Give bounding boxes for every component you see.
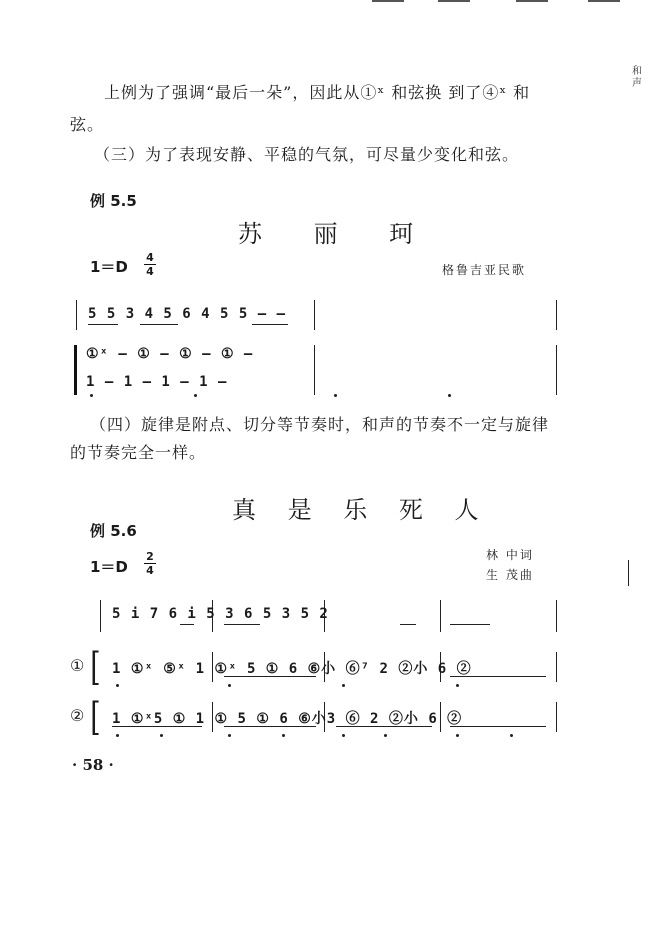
barline [76,300,77,330]
low-octave-dot [334,394,337,397]
paragraph-3-line-1: （四）旋律是附点、切分等节奏时，和声的节奏不一定与旋律 [90,415,550,434]
barline [440,600,441,632]
paragraph-1-line-2: 弦。 [70,115,105,134]
beam [450,676,546,677]
time-top: 2 [146,550,154,563]
harmony-lower: 1 – 1 – 1 – 1 – [86,374,228,390]
beam [140,324,178,325]
key-signature: 1＝D [90,258,128,276]
top-rule [588,0,620,2]
barline [556,652,557,682]
low-octave-dot [90,394,93,397]
beam [252,324,288,325]
page-number: · 58 · [72,756,114,774]
time-signature [144,252,156,277]
harmony-upper: ①ˣ – ① – ① – ① – [86,346,254,362]
beam [224,624,260,625]
barline [556,300,557,330]
low-octave-dot [282,734,285,737]
lyricist-credit: 林 中词 [486,548,534,562]
melody-line: 5 5 3 4 5 6 4 5 5 – – [88,306,287,322]
key-signature: 1＝D [90,558,128,576]
beam [112,726,202,727]
song-title: 真 是 乐 死 人 [232,496,491,524]
low-octave-dot [448,394,451,397]
song-title: 苏 丽 珂 [238,220,436,248]
beam [224,676,316,677]
barline [314,345,315,395]
brace-glyph: [ [90,645,101,689]
top-rule [438,0,470,2]
melody-line: 5 i 7 6 i 5 3 6 5 3 5 2 [112,606,329,622]
time-bottom: 4 [146,265,154,278]
brace-glyph: [ [90,695,101,739]
margin-rule [628,560,629,586]
low-octave-dot [342,734,345,737]
time-top: 4 [146,251,154,264]
beam [450,726,546,727]
barline [314,300,315,330]
composer-credit: 格鲁吉亚民歌 [442,263,527,277]
low-octave-dot [160,734,163,737]
barline [100,600,101,632]
low-octave-dot [510,734,513,737]
version-marker-2: ② [70,706,85,725]
system-bracket [74,345,77,395]
low-octave-dot [228,684,231,687]
version-marker-1: ① [70,656,85,675]
barline [556,702,557,732]
low-octave-dot [456,684,459,687]
low-octave-dot [228,734,231,737]
beam [88,324,118,325]
low-octave-dot [384,734,387,737]
beam [400,624,416,625]
low-octave-dot [342,684,345,687]
time-bottom: 4 [146,564,154,577]
time-signature [144,551,156,576]
low-octave-dot [194,394,197,397]
beam [450,624,490,625]
low-octave-dot [456,734,459,737]
top-rule [516,0,548,2]
beam [336,726,432,727]
barline [556,600,557,632]
example-label: 例 5.6 [90,522,137,540]
low-octave-dot [116,734,119,737]
harmony-version-2: 1 ①ˣ5 ① 1 ① 5 ① 6 ⑥小3 ⑥ 2 ②小 6 ② [112,711,463,727]
paragraph-3-line-2: 的节奏完全一样。 [70,443,207,462]
low-octave-dot [116,684,119,687]
composer-credit: 生 茂曲 [486,568,534,582]
paragraph-2: （三）为了表现安静、平稳的气氛，可尽量少变化和弦。 [94,145,520,164]
beam [180,624,194,625]
barline [556,345,557,395]
example-label: 例 5.5 [90,192,137,210]
margin-note: 和 声 [632,66,642,89]
paragraph-1-line-1: 上例为了强调“最后一朵”，因此从①ˣ 和弦换 到了④ˣ 和 [104,83,531,102]
top-rule [372,0,404,2]
beam [224,726,316,727]
harmony-version-1: 1 ①ˣ ⑤ˣ 1 ①ˣ 5 ① 6 ⑥小 ⑥⁷ 2 ②小 6 ② [112,661,472,677]
